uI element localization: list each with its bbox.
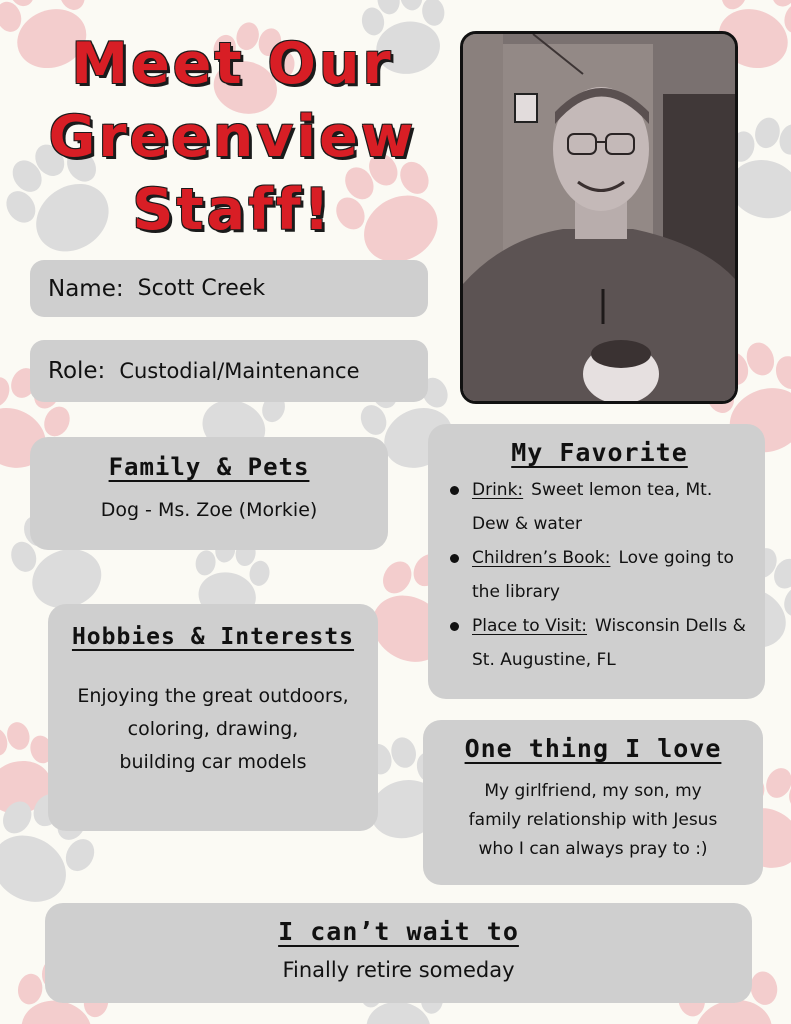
favorite-item-book: Children’s Book: Love going to the library bbox=[446, 541, 753, 609]
one-thing-love-text: My girlfriend, my son, my family relationship with Jesus who I can always pray to :) bbox=[468, 781, 718, 859]
name-field bbox=[30, 260, 428, 317]
favorites-heading: My Favorite bbox=[511, 438, 688, 467]
role-field bbox=[30, 340, 428, 402]
title-line-1: Meet Our bbox=[71, 31, 394, 97]
name-value: Scott Creek bbox=[137, 276, 266, 301]
one-thing-love-heading: One thing I love bbox=[464, 734, 722, 763]
cant-wait-heading: I can’t wait to bbox=[278, 917, 519, 946]
hobbies-heading: Hobbies & Interests bbox=[71, 624, 355, 650]
role-label: Role: bbox=[48, 358, 106, 384]
one-thing-love-box bbox=[423, 720, 763, 885]
favorite-item-place: Place to Visit: Wisconsin Dells & St. Augustine, FL bbox=[446, 609, 753, 677]
family-pets-heading: Family & Pets bbox=[108, 453, 310, 481]
hobbies-box bbox=[48, 604, 378, 831]
name-label: Name: bbox=[48, 275, 124, 302]
title-line-3: Staff! bbox=[132, 177, 333, 243]
cant-wait-text: Finally retire someday bbox=[282, 958, 515, 982]
page-title bbox=[20, 28, 445, 247]
title-line-2: Greenview bbox=[48, 104, 417, 170]
staff-portrait-photo bbox=[460, 31, 738, 404]
family-pets-text: Dog - Ms. Zoe (Morkie) bbox=[100, 499, 318, 521]
cant-wait-box bbox=[45, 903, 752, 1003]
favorite-item-drink: Drink: Sweet lemon tea, Mt. Dew & water bbox=[446, 473, 753, 541]
hobbies-text: Enjoying the great outdoors, coloring, drawing, building car models bbox=[77, 685, 349, 773]
role-value: Custodial/Maintenance bbox=[119, 359, 360, 383]
family-pets-box bbox=[30, 437, 388, 550]
favorites-list bbox=[446, 473, 753, 677]
favorites-box bbox=[428, 424, 765, 699]
